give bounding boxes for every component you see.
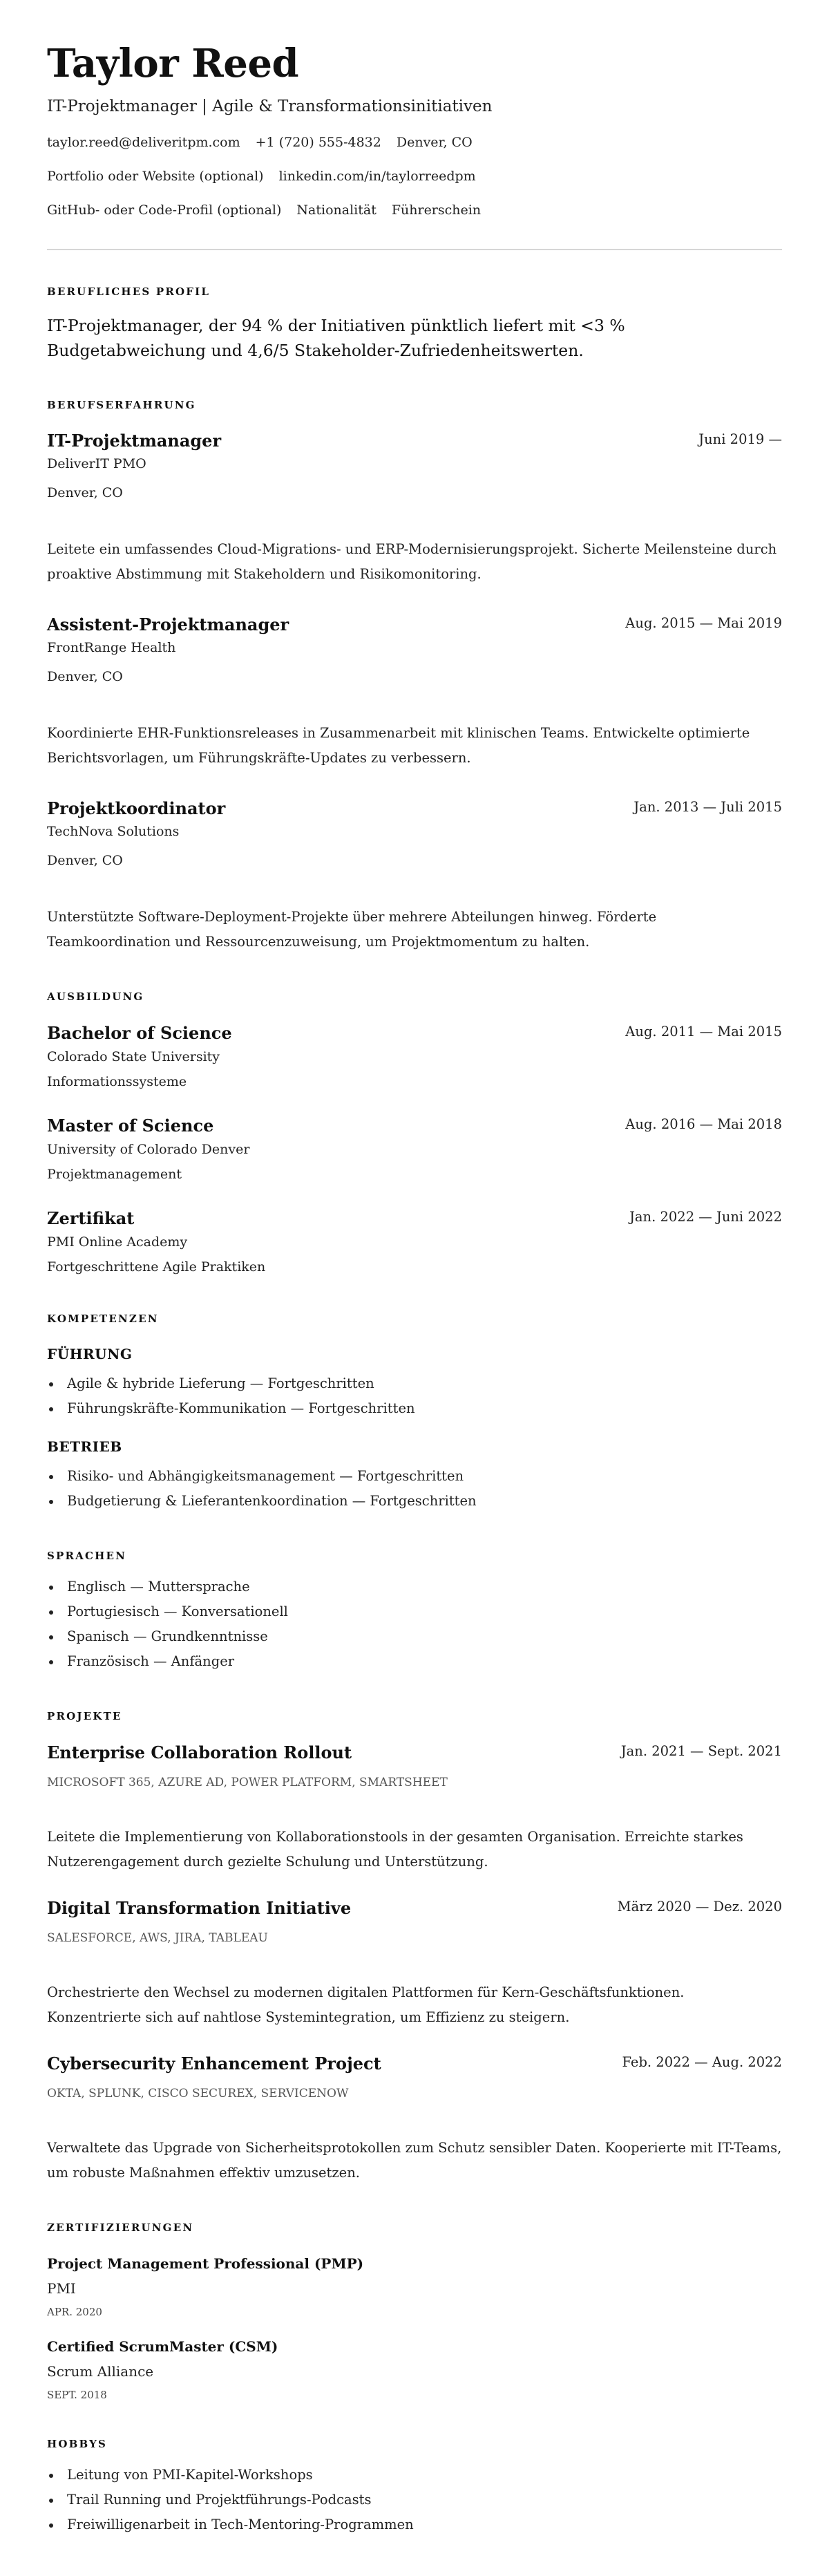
candidate-name: Taylor Reed <box>47 41 299 86</box>
profile-summary: IT-Projektmanager, der 94 % der Initiativen pünktlich liefert mit <3 % Budgetabweichung und 4,6/5 Stakeholder-Zufriedenheitswerten. <box>47 316 625 360</box>
hobby-item: Leitung von PMI-Kapitel-Workshops <box>47 2463 782 2488</box>
degree: Bachelor of Science <box>47 1023 232 1043</box>
job-location: Denver, CO <box>47 853 123 868</box>
hobby-item: Trail Running und Projektführungs-Podcasts <box>47 2488 782 2512</box>
resume <box>47 41 782 2537</box>
hobby-item: Freiwilligenarbeit in Tech-Mentoring-Programmen <box>47 2512 782 2537</box>
hobbies-list <box>47 2463 782 2537</box>
degree: Zertifikat <box>47 1208 135 1228</box>
company: FrontRange Health <box>47 640 176 655</box>
project-description: Leitete die Implementierung von Kollaborationstools in der gesamten Organisation. Erreichte starkes Nutzerengagement durch gezielte Schulung und Unterstützung. <box>47 1829 743 1870</box>
contact-row <box>47 167 782 186</box>
skill-group-heading: FÜHRUNG <box>47 1346 133 1362</box>
job-title: Projektkoordinator <box>47 798 226 818</box>
job-dates: Juni 2019 — <box>698 431 782 447</box>
education-header <box>47 1115 782 1137</box>
job-header <box>47 430 782 452</box>
certification-title: Project Management Professional (PMP) <box>47 2255 364 2272</box>
education-entry <box>47 1022 782 1091</box>
project-tech-stack: SALESFORCE, AWS, JIRA, TABLEAU <box>47 1931 268 1945</box>
project-entry <box>47 1897 782 2030</box>
certification-date: APR. 2020 <box>47 2306 102 2318</box>
job-location: Denver, CO <box>47 485 123 500</box>
certification-issuer: Scrum Alliance <box>47 2363 154 2380</box>
skill-item: Budgetierung & Lieferantenkoordination — Fortgeschritten <box>47 1489 782 1514</box>
project-header <box>47 1742 782 1764</box>
portfolio-link[interactable]: Portfolio oder Website (optional) <box>47 169 264 184</box>
education-header <box>47 1207 782 1230</box>
linkedin-link[interactable]: linkedin.com/in/taylorreedpm <box>278 169 476 184</box>
skill-item: Agile & hybride Lieferung — Fortgeschritten <box>47 1371 782 1396</box>
language-item: Portugiesisch — Konversationell <box>47 1599 782 1624</box>
project-title: Enterprise Collaboration Rollout <box>47 1742 352 1762</box>
education-header <box>47 1022 782 1044</box>
email-link[interactable]: taylor.reed@deliveritpm.com <box>47 135 240 150</box>
contact-row <box>47 133 782 152</box>
field-of-study: Fortgeschrittene Agile Praktiken <box>47 1259 266 1275</box>
job-title: IT-Projektmanager <box>47 431 222 451</box>
project-title: Cybersecurity Enhancement Project <box>47 2053 381 2074</box>
language-item: Spanisch — Grundkenntnisse <box>47 1624 782 1649</box>
job-header <box>47 614 782 636</box>
project-header <box>47 1897 782 1919</box>
section-heading-languages: SPRACHEN <box>47 1550 127 1562</box>
drivers-license: Führerschein <box>391 203 482 218</box>
skill-list <box>47 1464 782 1514</box>
education-dates: Aug. 2011 — Mai 2015 <box>625 1024 782 1040</box>
project-tech-stack: OKTA, SPLUNK, CISCO SECUREX, SERVICENOW <box>47 2087 349 2100</box>
skill-item: Risiko- und Abhängigkeitsmanagement — Fortgeschritten <box>47 1464 782 1489</box>
phone: +1 (720) 555-4832 <box>255 135 381 150</box>
job-dates: Jan. 2013 — Juli 2015 <box>633 799 782 815</box>
project-description: Orchestrierte den Wechsel zu modernen digitalen Plattformen für Kern-Geschäftsfunktionen. Konzentrierte sich auf nahtlose Systemintegration, um Effizienz zu steigern. <box>47 1984 685 2025</box>
language-item: Französisch — Anfänger <box>47 1649 782 1674</box>
field-of-study: Informationssysteme <box>47 1074 187 1089</box>
section-heading-certifications: ZERTIFIZIERUNGEN <box>47 2221 194 2234</box>
location: Denver, CO <box>396 135 473 150</box>
job-entry <box>47 798 782 955</box>
certification-date: SEPT. 2018 <box>47 2389 107 2401</box>
project-dates: März 2020 — Dez. 2020 <box>617 1899 782 1915</box>
school: Colorado State University <box>47 1049 220 1064</box>
section-heading-hobbies: HOBBYS <box>47 2438 108 2450</box>
job-description: Unterstützte Software-Deployment-Projekte über mehrere Abteilungen hinweg. Förderte Teamkoordination und Ressourcenzuweisung, um Projektmomentum zu halten. <box>47 909 657 950</box>
job-description: Koordinierte EHR-Funktionsreleases in Zusammenarbeit mit klinischen Teams. Entwickelte optimierte Berichtsvorlagen, um Führungskräfte-Updates zu verbessern. <box>47 725 750 766</box>
language-item: Englisch — Muttersprache <box>47 1574 782 1599</box>
job-entry <box>47 614 782 771</box>
degree: Master of Science <box>47 1116 214 1136</box>
project-entry <box>47 2053 782 2185</box>
contact-row <box>47 200 782 220</box>
project-header <box>47 2053 782 2075</box>
job-dates: Aug. 2015 — Mai 2019 <box>625 615 782 631</box>
project-description: Verwaltete das Upgrade von Sicherheitsprotokollen zum Schutz sensibler Daten. Kooperierte mit IT-Teams, um robuste Maßnahmen effektiv umzusetzen. <box>47 2140 782 2181</box>
project-tech-stack: MICROSOFT 365, AZURE AD, POWER PLATFORM, SMARTSHEET <box>47 1776 448 1789</box>
certification-issuer: PMI <box>47 2280 76 2297</box>
nationality: Nationalität <box>296 203 377 218</box>
project-dates: Jan. 2021 — Sept. 2021 <box>620 1743 782 1759</box>
school: University of Colorado Denver <box>47 1142 250 1157</box>
section-heading-projects: PROJEKTE <box>47 1710 122 1722</box>
project-entry <box>47 1742 782 1874</box>
header-divider <box>47 249 782 250</box>
job-description: Leitete ein umfassendes Cloud-Migrations- und ERP-Modernisierungsprojekt. Sicherte Meilensteine durch proaktive Abstimmung mit Stakeholdern und Risikomonitoring. <box>47 541 777 582</box>
project-dates: Feb. 2022 — Aug. 2022 <box>622 2054 782 2070</box>
section-heading-profile: BERUFLICHES PROFIL <box>47 285 211 298</box>
company: DeliverIT PMO <box>47 456 146 471</box>
section-heading-education: AUSBILDUNG <box>47 990 144 1003</box>
company: TechNova Solutions <box>47 824 180 839</box>
job-header <box>47 798 782 820</box>
job-entry <box>47 430 782 587</box>
education-entry <box>47 1115 782 1184</box>
skill-item: Führungskräfte-Kommunikation — Fortgeschritten <box>47 1396 782 1421</box>
languages-list <box>47 1574 782 1674</box>
section-heading-experience: BERUFSERFAHRUNG <box>47 399 196 411</box>
certification-title: Certified ScrumMaster (CSM) <box>47 2338 278 2355</box>
school: PMI Online Academy <box>47 1234 188 1250</box>
education-dates: Aug. 2016 — Mai 2018 <box>625 1116 782 1132</box>
skill-group-heading: BETRIEB <box>47 1438 122 1455</box>
job-title: Assistent-Projektmanager <box>47 614 289 634</box>
section-heading-skills: KOMPETENZEN <box>47 1313 159 1325</box>
github-link[interactable]: GitHub- oder Code-Profil (optional) <box>47 203 282 218</box>
education-dates: Jan. 2022 — Juni 2022 <box>629 1209 782 1225</box>
education-entry <box>47 1207 782 1277</box>
field-of-study: Projektmanagement <box>47 1167 182 1182</box>
certification-entry <box>47 2254 782 2319</box>
certification-entry <box>47 2337 782 2402</box>
headline: IT-Projektmanager | Agile & Transformationsinitiativen <box>47 97 493 115</box>
project-title: Digital Transformation Initiative <box>47 1898 352 1918</box>
job-location: Denver, CO <box>47 669 123 684</box>
skill-list <box>47 1371 782 1421</box>
